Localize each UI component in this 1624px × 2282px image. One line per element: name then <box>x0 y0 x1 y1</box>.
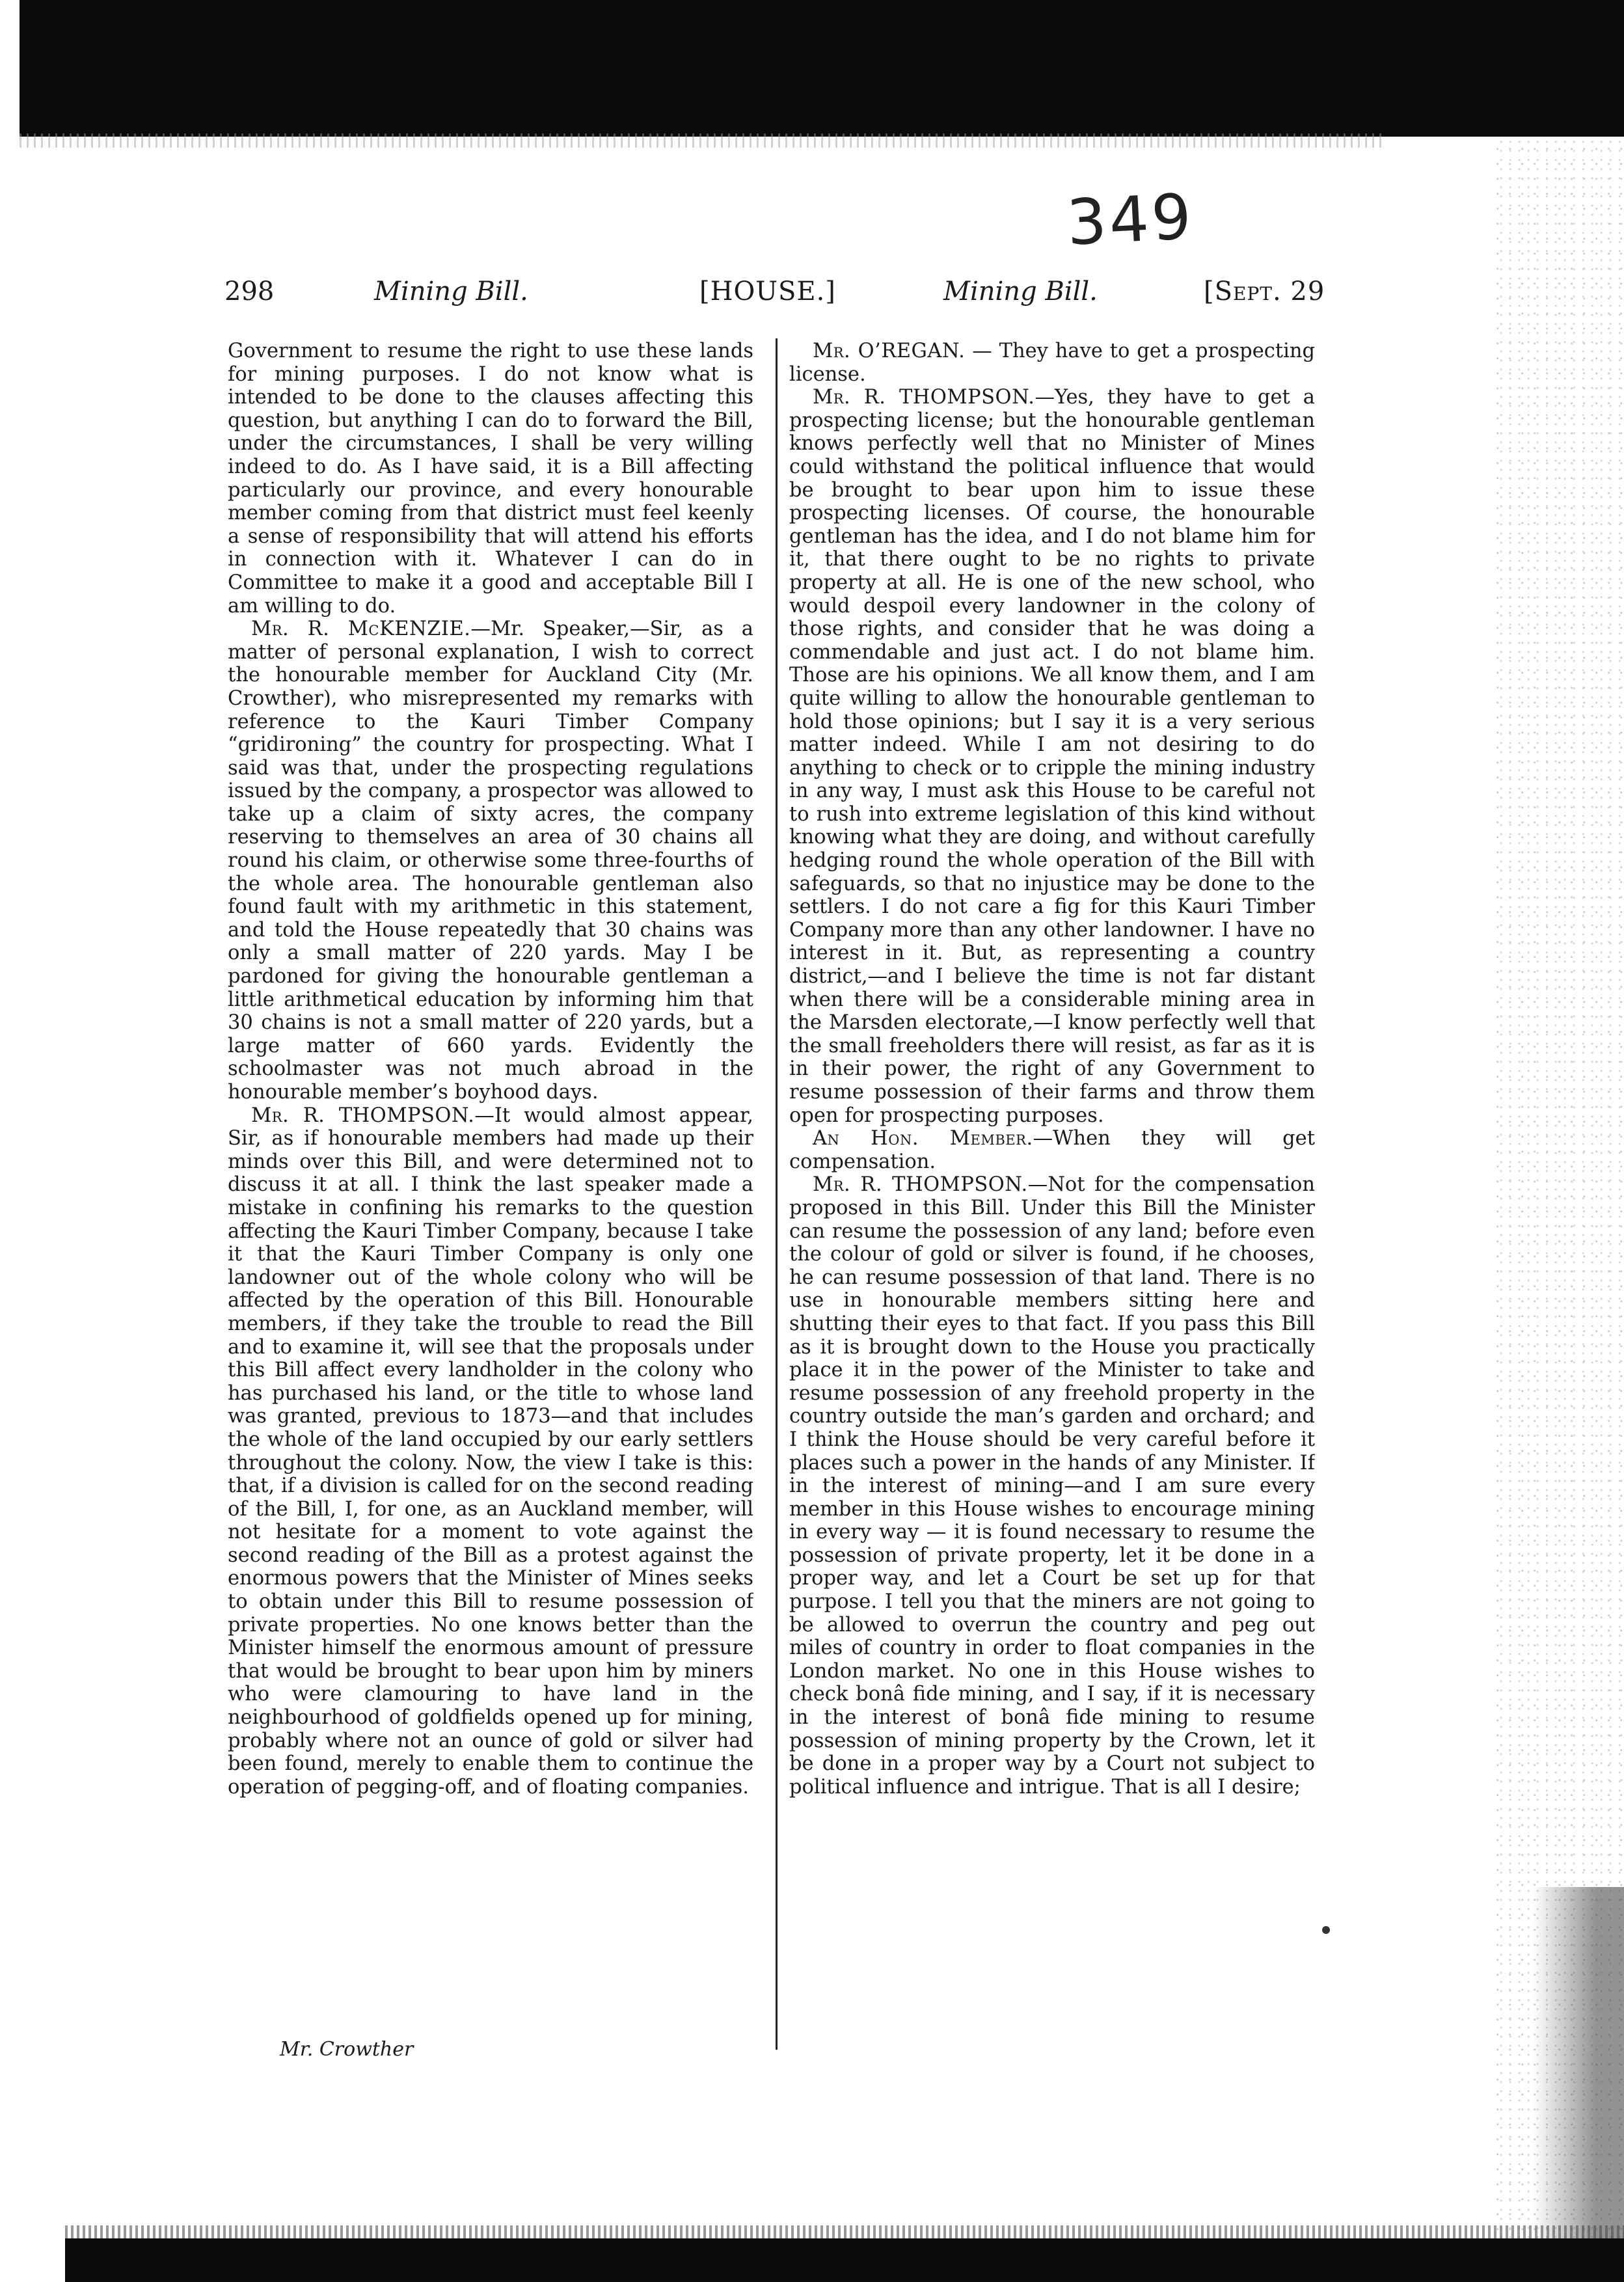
speaker-name: An Hon. Member. <box>813 1127 1033 1150</box>
paragraph <box>789 1173 1315 1799</box>
left-text-column <box>228 340 753 2044</box>
scan-dark-margin-top <box>20 0 1624 137</box>
speaker-name: Mr. R. McKENZIE. <box>251 618 471 641</box>
speaker-name: Mr. R. THOMPSON. <box>813 386 1035 409</box>
running-title-left: Mining Bill. <box>374 277 528 306</box>
paragraph-text: Government to resume the right to use these lands for mining purposes. I do not know what is intended to be done to the clauses affecting this question, but anything I can do to forward the Bill, under the circumstances, I shall be very willing indeed to do. As I have said, it is a Bill affecting particularly our province, and every honourable member coming from that district must feel keenly a sense of responsibility that will attend his efforts in connection with it. Whatever I can do in Committee to make it a good and acceptable Bill I am willing to do. <box>228 340 753 618</box>
catchword: Mr. Crowther <box>280 2038 414 2061</box>
speaker-name: Mr. R. THOMPSON. <box>813 1173 1028 1197</box>
paragraph-text: —Not for the compensation proposed in this Bill. Under this Bill the Minister can resume the possession of any land; before even the colour of gold or silver is found, if he chooses, he can resume possession of that land. There is no use in honourable members sitting here and shutting their eyes to that fact. If you pass this Bill as it is brought down to the House you practically place it in the power of the Minister to take and resume possession of any freehold property in the country outside the man’s garden and orchard; and I think the House should be very careful before it places such a power in the hands of any Minister. If in the interest of mining—and I am sure every member in this House wishes to encourage mining in every way — it is found necessary to resume the possession of private property, let it be done in a proper way, and let a Court be set up for that purpose. I tell you that the miners are not going to be allowed to overrun the country and peg out miles of country in order to float companies in the London market. No one in this House wishes to check bonâ fide mining, and I say, if it is necessary in the interest of bonâ fide mining to resume possession of mining property by the Crown, let it be done in a proper way by a Court not subject to political influence and intrigue. That is all I desire; <box>789 1173 1315 1799</box>
paragraph <box>789 386 1315 1127</box>
scan-speck <box>1322 1926 1330 1934</box>
speaker-name: Mr. R. THOMPSON. <box>251 1104 475 1127</box>
paragraph-text: —Mr. Speaker,—Sir, as a matter of personal explanation, I wish to correct the honourable member for Auckland City (Mr. Crowther), who misrepresented my remarks with reference to the Kauri Timber Company “gridironing” the country for prospecting. What I said was that, under the prospecting regulations issued by the company, a prospector was allowed to take up a claim of sixty acres, the company reserving to themselves an area of 30 chains all round his claim, or otherwise some three-fourths of the whole area. The honourable gentleman also found fault with my arithmetic in this statement, and told the House repeatedly that 30 chains was only a small matter of 220 yards. May I be pardoned for giving the honourable gentleman a little arithmetical education by informing him that 30 chains is not a small matter of 220 yards, but a large matter of 660 yards. Evidently the schoolmaster was not much abroad in the honourable member’s boyhood days. <box>228 618 753 1104</box>
speaker-name: Mr. O’REGAN. <box>813 340 966 362</box>
paragraph-text: —When they will get compensation. <box>789 1127 1315 1173</box>
scan-dark-margin-bottom <box>65 2238 1624 2282</box>
paragraph-text: — They have to get a prospecting license. <box>789 340 1315 386</box>
running-title-right: Mining Bill. <box>943 277 1098 306</box>
running-head <box>224 272 1357 311</box>
running-date: [Sept. 29 <box>1204 277 1325 306</box>
scan-shadow-right <box>1533 1887 1624 2238</box>
paragraph <box>228 340 753 618</box>
paragraph-text: —It would almost appear, Sir, as if honourable members had made up their minds over this Bill, and were determined not to discuss it at all. I think the last speaker made a mistake in confining his remarks to the question affecting the Kauri Timber Company, because I take it that the Kauri Timber Company is only one landowner out of the whole colony who will be affected by the operation of this Bill. Honourable members, if they take the trouble to read the Bill and to examine it, will see that the proposals under this Bill affect every landholder in the colony who has purchased his land, or the title to whose land was granted, previous to 1873—and that includes the whole of the land occupied by our early settlers throughout the colony. Now, the view I take is this: that, if a division is called for on the second reading of the Bill, I, for one, as an Auckland member, will not hesitate for a moment to vote against the second reading of the Bill as a protest against the enormous powers that the Minister of Mines seeks to obtain under this Bill to resume possession of private properties. No one knows better than the Minister himself the enormous amount of pressure that would be brought to bear upon him by miners who were clamouring to have land in the neighbourhood of goldfields opened up for mining, probably where not an ounce of gold or silver had been found, merely to enable them to continue the operation of pegging-off, and of floating companies. <box>228 1104 753 1799</box>
page-number: 298 <box>224 277 275 306</box>
paragraph <box>789 1127 1315 1173</box>
column-divider <box>776 338 778 2050</box>
chamber-label: [HOUSE.] <box>699 277 836 306</box>
handwritten-folio-number: 349 <box>1064 180 1196 260</box>
paragraph <box>789 340 1315 386</box>
paragraph <box>228 618 753 1104</box>
right-text-column <box>789 340 1315 2044</box>
paragraph <box>228 1104 753 1799</box>
scan-page-edge-bottom <box>65 2225 1624 2240</box>
scan-page-edge-top <box>20 133 1386 148</box>
paragraph-text: —Yes, they have to get a prospecting license; but the honourable gentleman knows perfectly well that no Minister of Mines could withstand the political influence that would be brought to bear upon him to issue these prospecting licenses. Of course, the honourable gentleman has the idea, and I do not blame him for it, that there ought to be no rights to private property at all. He is one of the new school, who would despoil every landowner in the colony of those rights, and consider that he was doing a commendable and just act. I do not blame him. Those are his opinions. We all know them, and I am quite willing to allow the honourable gentleman to hold those opinions; but I say it is a very serious matter indeed. While I am not desiring to do anything to check or to cripple the mining industry in any way, I must ask this House to be careful not to rush into extreme legislation of this kind without knowing what they are doing, and without carefully hedging round the whole operation of the Bill with safeguards, so that no injustice may be done to the settlers. I do not care a fig for this Kauri Timber Company more than any other landowner. I have no interest in it. But, as representing a country district,—and I believe the time is not far distant when there will be a considerable mining area in the Marsden electorate,—I know perfectly well that the small freeholders there will resist, as far as it is in their power, the right of any Government to resume possession of their farms and throw them open for prospecting purposes. <box>789 386 1315 1127</box>
